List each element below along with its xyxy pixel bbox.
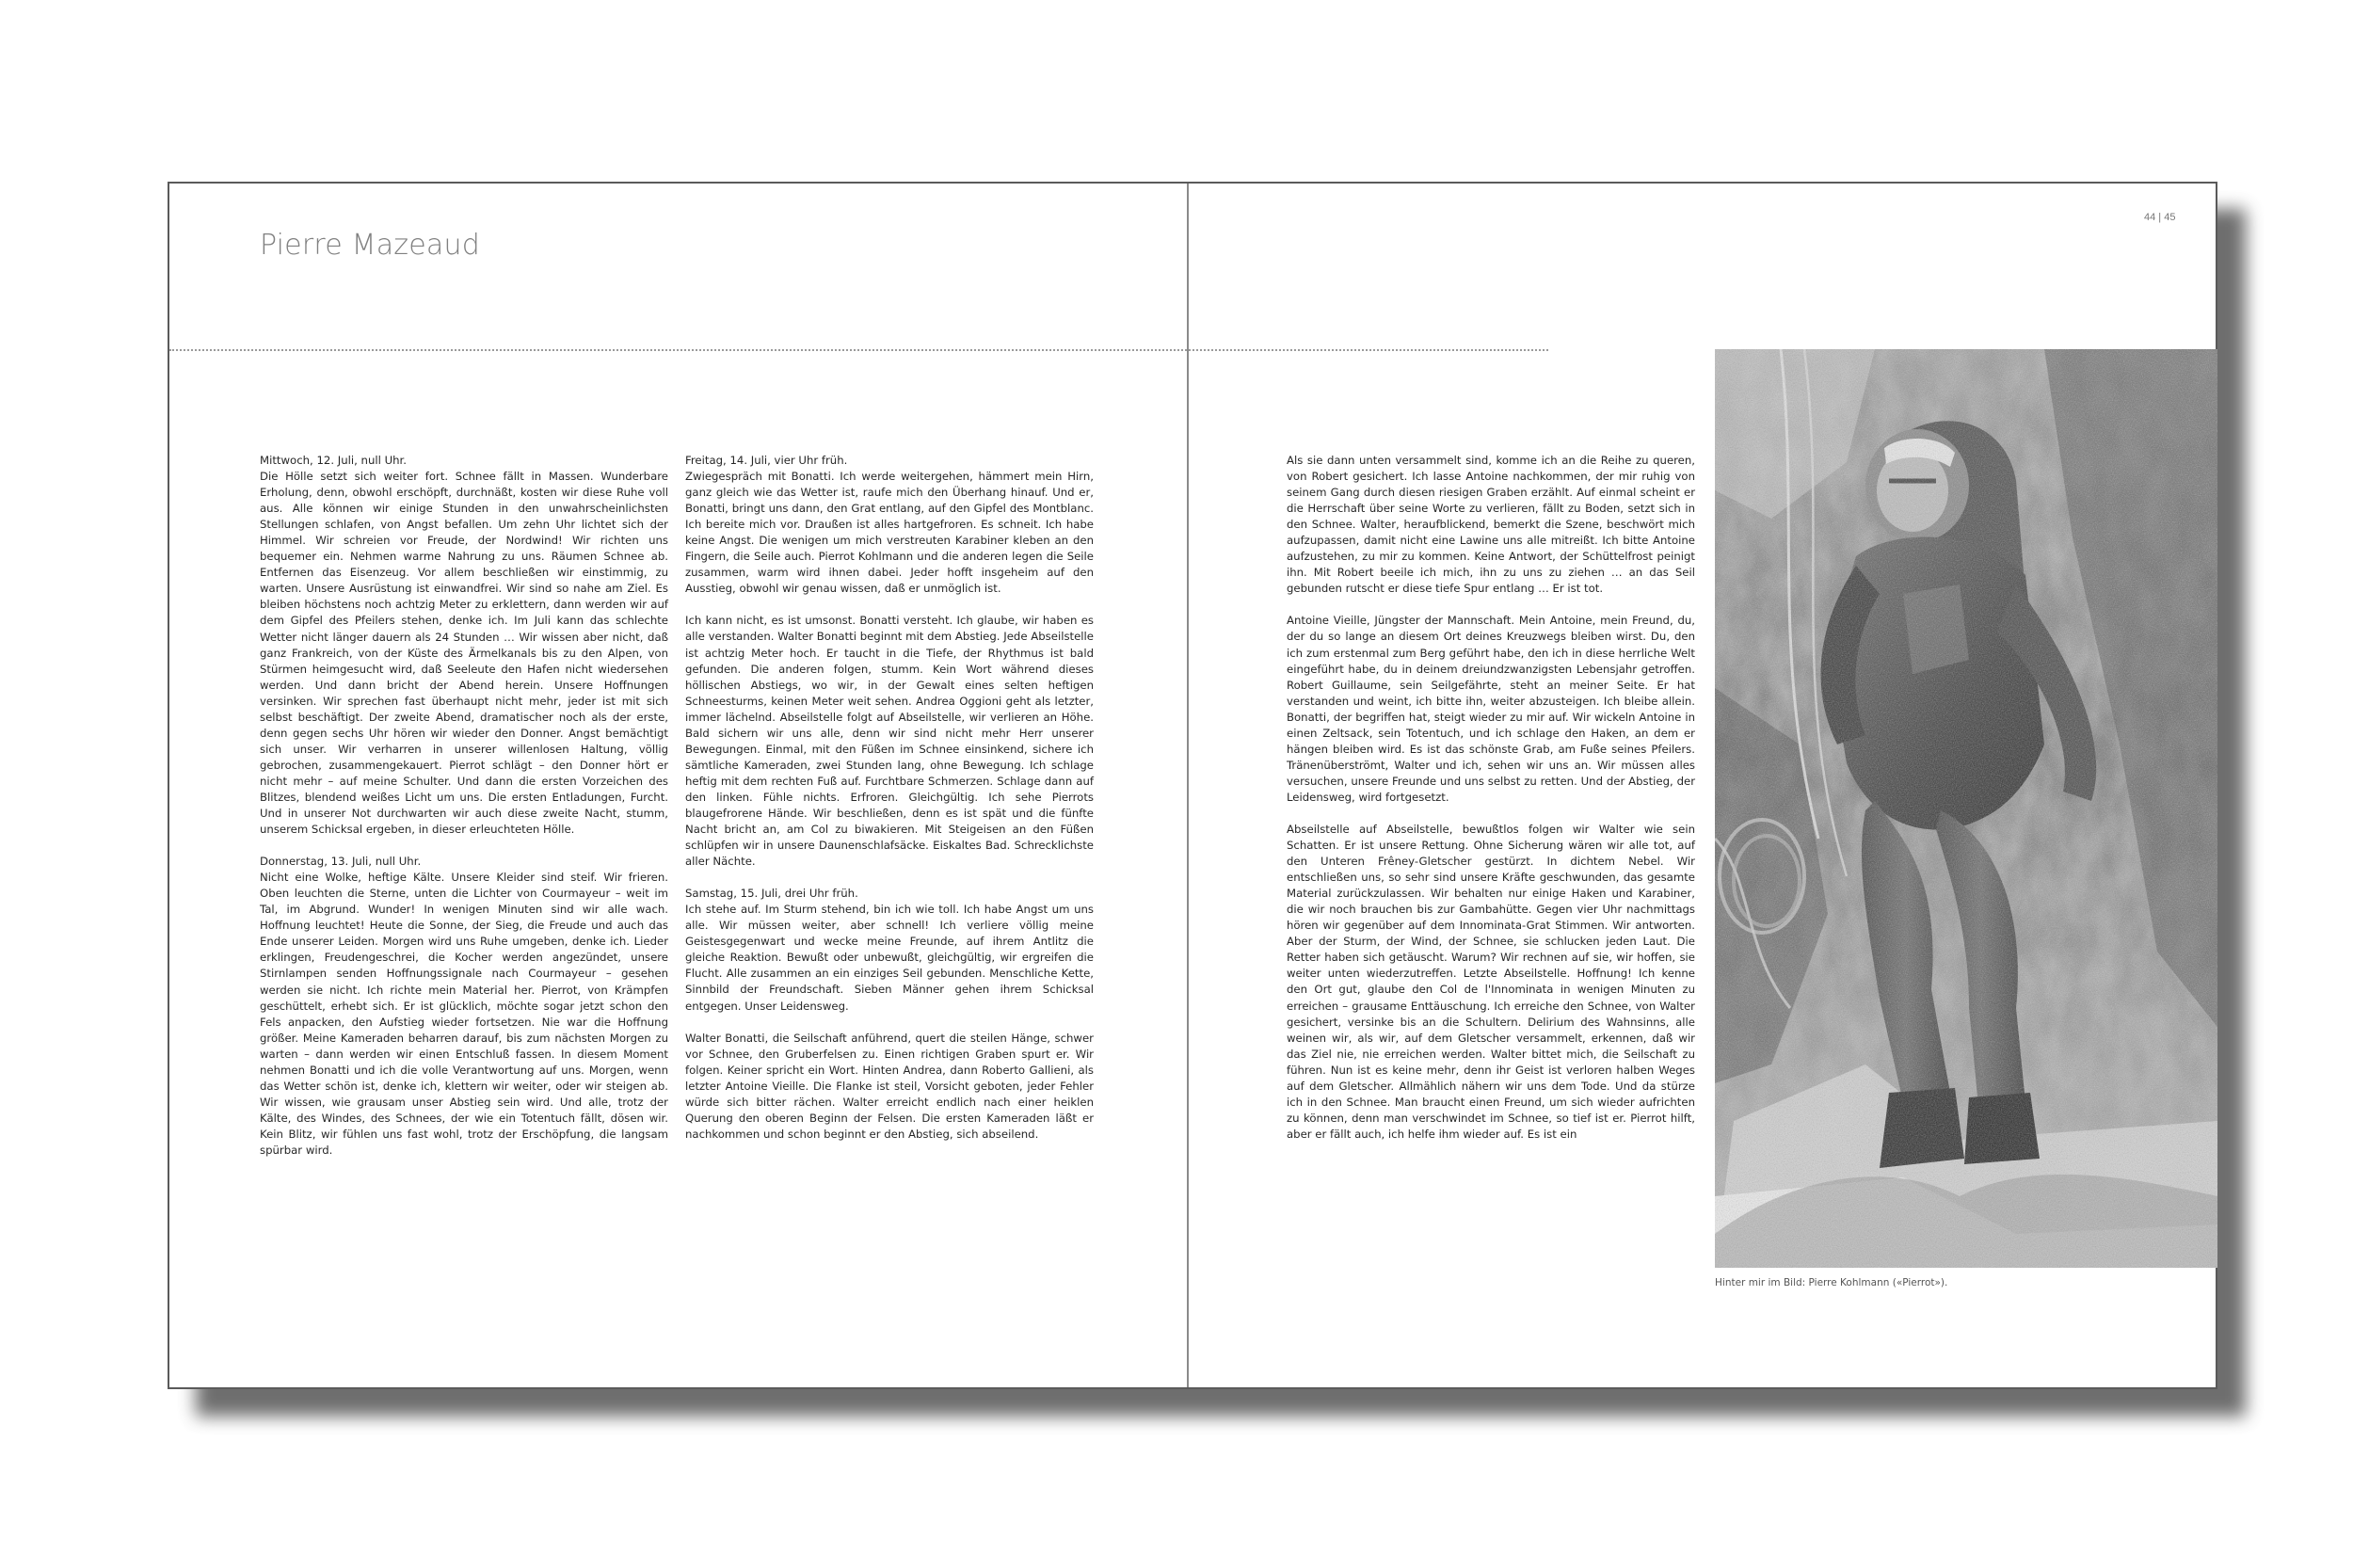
entry-heading: Donnerstag, 13. Juli, null Uhr. bbox=[260, 855, 422, 869]
entry-body: Ich kann nicht, es ist umsonst. Bonatti versteht. Ich glaube, wir haben es alle verstanden. Walter Bonatti beginnt mit dem Abstieg. Jede Abseilstelle ist achtzig Meter hoch. Er taucht in die Tiefe, der Rhythmus ist bald gefunden. Die anderen folgen, stumm. Kein Wort während dieses höllischen Abstiegs, wo wir, in der Gewalt eines selten heftigen Schneesturms, keinen Meter weit sehen. Andrea Oggioni geht als letzter, immer lächelnd. Abseilstelle folgt auf Abseilstelle, wir verlieren an Höhe. Bald sichern wir uns alle, denn wir sind nicht mehr Herr unserer Bewegungen. Einmal, mit den Füßen im Schnee einsinkend, sichere ich sämtliche Kameraden, zwei Stunden lang, ohne Bewegung. Ich schlage heftig mit dem rechten Fuß auf. Furchtbare Schmerzen. Schlage dann auf den linken. Fühle nichts. Erfroren. Gleichgültig. Ich sehe Pierrots blaugefrorene Hände. Wir beschließen, denn es ist spät und die fünfte Nacht bricht an, am Col zu biwakieren. Mit Steigeisen an den Füßen schlüpfen wir in unsere Daunenschlafsäcke. Eiskaltes Bad. Schrecklichste aller Nächte. bbox=[685, 614, 1094, 869]
book-spread bbox=[168, 182, 2217, 1389]
page-numbers: 44 | 45 bbox=[2144, 212, 2176, 223]
text-column-1 bbox=[260, 453, 668, 1159]
book-gutter bbox=[1187, 184, 1189, 1387]
text-column-3 bbox=[1287, 453, 1695, 1143]
entry-body: Antoine Vieille, Jüngster der Mannschaft. Mein Antoine, mein Freund, du, der du so lange an diesem Ort deines Kreuzwegs bleiben wirst. Du, den ich zum erstenmal zum Berg geführt habe, den ich in diese herrliche Welt eingeführt habe, du in deinem dreiundzwanzigsten Lebensjahr getroffen. Robert Guillaume, sein Seilgefährte, steht an meiner Seite. Er hat verstanden und weint, ich bitte ihn, weiter abzusteigen. Ich bleibe allein. Bonatti, der begriffen hat, steigt wieder zu mir auf. Wir wickeln Antoine in einen Zeltsack, sein Totentuch, und ich schlage den Haken, an dem er hängen bleiben wird. Es ist das schönste Grab, am Fuße seines Pfeilers. Tränenüberströmt, Walter und ich, sehen wir uns an. Wir müssen alles versuchen, unsere Freunde und uns selbst zu retten. Und der Abstieg, der Leidensweg, wird fortgesetzt. bbox=[1287, 614, 1695, 804]
entry-heading: Freitag, 14. Juli, vier Uhr früh. bbox=[685, 454, 848, 467]
entry-body: Die Hölle setzt sich weiter fort. Schnee fällt in Massen. Wunderbare Erholung, denn, obwohl erschöpft, durchnäßt, kosten wir diese Ruhe voll aus. Alle können wir einige Stunden in den unwahrscheinlichsten Stellungen schlafen, von Angst befallen. Um zehn Uhr lichtet sich der Himmel. Wir schreien vor Freude, der Nordwind! Wir richten uns bequemer ein. Nehmen warme Nahrung zu uns. Räumen Schnee ab. Entfernen das Eisenzeug. Vor allem beschließen wir einstimmig, zu warten. Unsere Ausrüstung ist einwandfrei. Wir sind so nahe am Ziel. Es bleiben höchstens noch achtzig Meter zu erklettern, dann werden wir auf dem Gipfel des Pfeilers stehen, denke ich. Im Juli kann das schlechte Wetter nicht länger dauern als 24 Stunden … Wir wissen aber nicht, daß ganz Frankreich, von der Küste des Ärmelkanals bis zu den Alpen, von Stürmen heimgesucht wird, daß Seeleute den Hafen nicht wiedersehen werden. Und dann bricht der Abend herein. Unsere Hoffnungen versinken. Wir sprechen fast überhaupt nicht mehr, jeder ist mit sich selbst beschäftigt. Der zweite Abend, dramatischer noch als der erste, denn gegen sechs Uhr hören wir wieder den Donner. Angst bemächtigt sich unser. Wir verharren in unserer willenlosen Haltung, völlig gebrochen, zusammengekauert. Pierrot schlägt – den Donner hört er nicht mehr – auf meine Schulter. Und dann die ersten Vorzeichen des Blitzes, blendend weißes Licht um uns. Die ersten Entladungen, Furcht. Und in unserer Not durchwarten wir auch diese zweite Nacht, stumm, unserem Schicksal ergeben, in dieser erleuchteten Hölle. bbox=[260, 470, 668, 837]
text-column-2 bbox=[685, 453, 1094, 1143]
entry-body: Als sie dann unten versammelt sind, komme ich an die Reihe zu queren, von Robert gesichert. Ich lasse Antoine nachkommen, der mir ruhig von seinem Gang durch diesen riesigen Graben erzählt. Auf einmal scheint er die Herrschaft über seine Worte zu verlieren, fällt zu Boden, setzt sich in den Schnee. Walter, heraufblickend, bemerkt die Szene, beschwört mich aufzupassen, damit nicht eine Lawine uns alle mitreißt. Ich bitte Antoine aufzustehen, zu mir zu kommen. Keine Antwort, der Schüttelfrost peinigt ihn. Mit Robert beeile ich mich, ihn zu uns zu ziehen … an das Seil gebunden rutscht er diese tiefe Spur entlang … Er ist tot. bbox=[1287, 454, 1695, 596]
left-dotted-rule bbox=[169, 349, 1187, 351]
entry-body: Zwiegespräch mit Bonatti. Ich werde weitergehen, hämmert mein Hirn, ganz gleich wie das Wetter ist, raufe mich den Überhang hinauf. Und er, Bonatti, bringt uns dann, den Grat entlang, auf den Gipfel des Montblanc. Ich bereite mich vor. Draußen ist alles hartgefroren. Es schneit. Ich habe keine Angst. Die wenigen um mich verstreuten Karabiner kleben an den Fingern, die Seile auch. Pierrot Kohlmann und die anderen legen die Seile zusammen, warm wird ihnen dabei. Jeder hofft insgeheim auf den Ausstieg, obwohl wir genau wissen, daß er unmöglich ist. bbox=[685, 470, 1094, 596]
entry-body: Ich stehe auf. Im Sturm stehend, bin ich wie toll. Ich habe Angst um uns alle. Wir müssen weiter, aber schnell! Ich verliere völlig meine Geistesgegenwart und wecke meine Freunde, auf ihrem Antlitz die gleiche Reaktion. Bewußt oder unbewußt, gleichgültig, wir ergreifen die Flucht. Alle zusammen an ein einziges Seil gebunden. Menschliche Kette, Sinnbild der Freundschaft. Sieben Männer gehen ihrem Schicksal entgegen. Unser Leidensweg. bbox=[685, 903, 1094, 1013]
right-dotted-rule bbox=[1189, 349, 1548, 351]
entry-body: Walter Bonatti, die Seilschaft anführend, quert die steilen Hänge, schwer vor Schnee, den Gruberfelsen zu. Einen richtigen Graben spurt er. Wir folgen. Keiner spricht ein Wort. Hinten Andrea, dann Roberto Gallieni, als letzter Antoine Vieille. Die Flanke ist steil, Vorsicht geboten, jeder Fehler würde sich bitter rächen. Walter erreicht endlich nach einer heiklen Querung den oberen Beginn der Felsen. Die ersten Kameraden läßt er nachkommen und schon beginnt er den Abstieg, sich abseilend. bbox=[685, 1031, 1094, 1141]
chapter-title: Pierre Mazeaud bbox=[260, 229, 480, 262]
entry-heading: Samstag, 15. Juli, drei Uhr früh. bbox=[685, 887, 858, 901]
entry-body: Abseilstelle auf Abseilstelle, bewußtlos folgen wir Walter wie sein Schatten. Er ist unsere Rettung. Ohne Sicherung wären wir alle tot, auf den Unteren Frêney-Gletscher gestürzt. In dichtem Nebel. Wir entschließen uns, so sehr sind unsere Kräfte geschwunden, das gesamte Material zurückzulassen. Wir behalten nur einige Haken und Karabiner, die wir noch brauchen bis zur Gambahütte. Gegen vier Uhr nachmittags hören wir gegenüber auf dem Innominata-Grat Stimmen. Wir antworten. Aber der Sturm, der Wind, der Schnee, sie schlucken jeden Laut. Die Retter haben sich getäuscht. Warum? Wir rechnen auf sie, wir hoffen, sie weiter unten wiederzutreffen. Letzte Abseilstelle. Hoffnung! Ich kenne den Ort gut, glaube den Col de l'Innominata in wenigen Minuten zu erreichen – grausame Enttäuschung. Ich erreiche den Schnee, von Walter gesichert, versinke bis an die Schultern. Delirium des Wahnsinns, alle weinen wir, als wir, auf dem Gletscher versammelt, erkennen, daß wir das Ziel nie, nie erreichen werden. Walter bittet mich, die Seilschaft zu führen. Nun ist es keine mehr, denn ihr Geist ist verloren halben Weges auf dem Gletscher. Allmählich nähern wir uns dem Tode. Und da stürze ich in den Schnee. Man braucht einen Freund, um sich wieder aufrichten zu können, denn man verschwindet im Schnee, so tief ist er. Pierrot hilft, aber er fällt auch, ich helfe ihm wieder auf. Es ist ein bbox=[1287, 822, 1695, 1141]
photo-caption: Hinter mir im Bild: Pierre Kohlmann («Pierrot»). bbox=[1715, 1277, 1948, 1288]
entry-body: Nicht eine Wolke, heftige Kälte. Unsere Kleider sind steif. Wir frieren. Oben leuchten die Sterne, unten die Lichter von Courmayeur – weit im Tal, im Abgrund. Wunder! In wenigen Minuten sind wir alle wach. Hoffnung leuchtet! Heute die Sonne, der Sieg, die Freude und auch das Ende unserer Leiden. Morgen wird uns Ruhe umgeben, denke ich. Lieder erklingen, Freudengeschrei, die Kocher werden angezündet, unsere Stirnlampen senden Hoffnungssignale nach Courmayeur – gesehen werden sie nicht. Ich richte mein Material her. Pierrot, von Krämpfen geschüttelt, erhebt sich. Er ist glücklich, möchte sogar jetzt schon den Fels anpacken, den Aufstieg wieder fortsetzen. Nie war die Hoffnung größer. Meine Kameraden beharren darauf, bis zum nächsten Morgen zu warten – dann werden wir einen Entschluß fassen. In diesem Moment nehmen Bonatti und ich die volle Verantwortung auf uns. Morgen, wenn das Wetter schön ist, denke ich, klettern wir weiter, oder wir steigen ab. Wir wissen, wie grausam unser Abstieg sein wird. Und alle, trotz der Kälte, des Windes, des Schnees, der wie ein Totentuch fällt, dösen wir. Kein Blitz, wir fühlen uns fast wohl, trotz der Erschöpfung, die langsam spürbar wird. bbox=[260, 871, 668, 1157]
entry-heading: Mittwoch, 12. Juli, null Uhr. bbox=[260, 454, 407, 467]
climber-photo bbox=[1715, 349, 2217, 1268]
